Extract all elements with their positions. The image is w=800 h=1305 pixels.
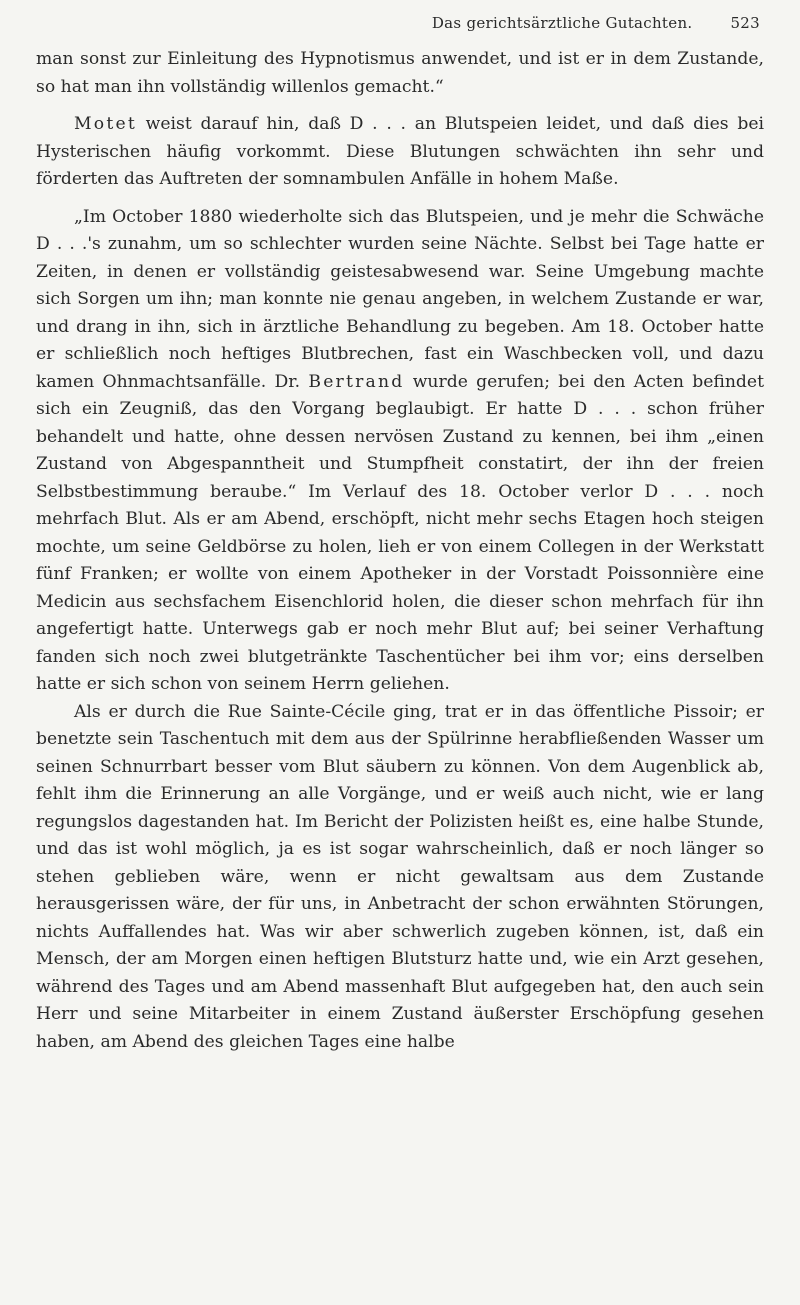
running-title: Das gerichtsärztliche Gutachten. (431, 14, 693, 32)
person-name: Bertrand (308, 371, 405, 392)
paragraph (36, 699, 764, 1057)
text-run: weist darauf hin, daß D . . . an Blutspeien leidet, und daß dies bei Hysterischen häufig vorkommt. Diese Blutungen schwächten ihn sehr und förderten das Auftreten der somnambulen Anfälle in hohem Maße. (36, 114, 764, 189)
paragraph (36, 46, 764, 101)
text-run: Als er durch die Rue Sainte-Cécile ging, trat er in das öffentliche Pissoir; er benetzte sein Taschentuch mit dem aus der Spülrinne herabfließenden Wasser um seinen Schnurrbart besser vom Blut säubern zu können. Von dem Augenblick ab, fehlt ihm die Erinnerung an alle Vorgänge, und er weiß auch nicht, wie er lang regungslos dagestanden hat. Im Bericht der Polizisten heißt es, eine halbe Stunde, und das ist wohl möglich, ja es ist sogar wahrscheinlich, daß er noch länger so stehen geblieben wäre, wenn er nicht gewaltsam aus dem Zustande herausgerissen wäre, der für uns, in Anbetracht der schon erwähnten Störungen, nichts Auffallendes hat. Was wir aber schwerlich zugeben können, ist, daß ein Mensch, der am Morgen einen heftigen Blutsturz hatte und, wie ein Arzt gesehen, während des Tages und am Abend massenhaft Blut aufgegeben hat, den auch sein Herr und seine Mitarbeiter in einem Zustand äußerster Erschöpfung gesehen haben, am Abend des gleichen Tages eine halbe (36, 701, 764, 1052)
body-text (36, 46, 764, 1056)
author-name: Motet (74, 114, 137, 134)
paragraph (36, 204, 764, 699)
text-run: wurde gerufen; bei den Acten befindet sich ein Zeugniß, das den Vorgang beglaubigt. Er hatte D . . . schon früher behandelt und hatte, ohne dessen nervösen Zustand zu kennen, bei ihm „einen Zustand von Abgespanntheit und Stumpfheit constatirt, der ihn der freien Selbstbestimmung beraube.“ Im Verlauf des 18. October verlor D . . . noch mehrfach Blut. Als er am Abend, erschöpft, nicht mehr sechs Etagen hoch steigen mochte, um seine Geldbörse zu holen, lieh er von einem Collegen in der Werkstatt fünf Franken; er wollte von einem Apotheker in der Vorstadt Poissonnière eine Medicin aus sechsfachem Eisenchlorid holen, die dieser schon mehrfach für ihn angefertigt hatte. Unterwegs gab er noch mehr Blut auf; bei seiner Verhaftung fanden sich noch zwei blutgetränkte Taschentücher bei ihm vor; eins derselben hatte er sich schon von seinem Herrn geliehen. (36, 371, 764, 694)
running-header (36, 14, 764, 32)
page-number: 523 (730, 14, 760, 32)
text-run: „Im October 1880 wiederholte sich das Blutspeien, und je mehr die Schwäche D . . .'s zunahm, um so schlechter wurden seine Nächte. Selbst bei Tage hatte er Zeiten, in denen er vollständig geistesabwesend war. Seine Umgebung machte sich Sorgen um ihn; man konnte nie genau angeben, in welchem Zustande er war, und drang in ihn, sich in ärztliche Behandlung zu begeben. Am 18. October hatte er schließlich noch heftiges Blutbrechen, fast ein Waschbecken voll, und dazu kamen Ohnmachtsanfälle. Dr. (36, 206, 764, 392)
paragraph (36, 111, 764, 194)
text-run: man sonst zur Einleitung des Hypnotismus anwendet, und ist er in dem Zustande, so hat man ihn vollständig willenlos gemacht.“ (36, 49, 764, 97)
